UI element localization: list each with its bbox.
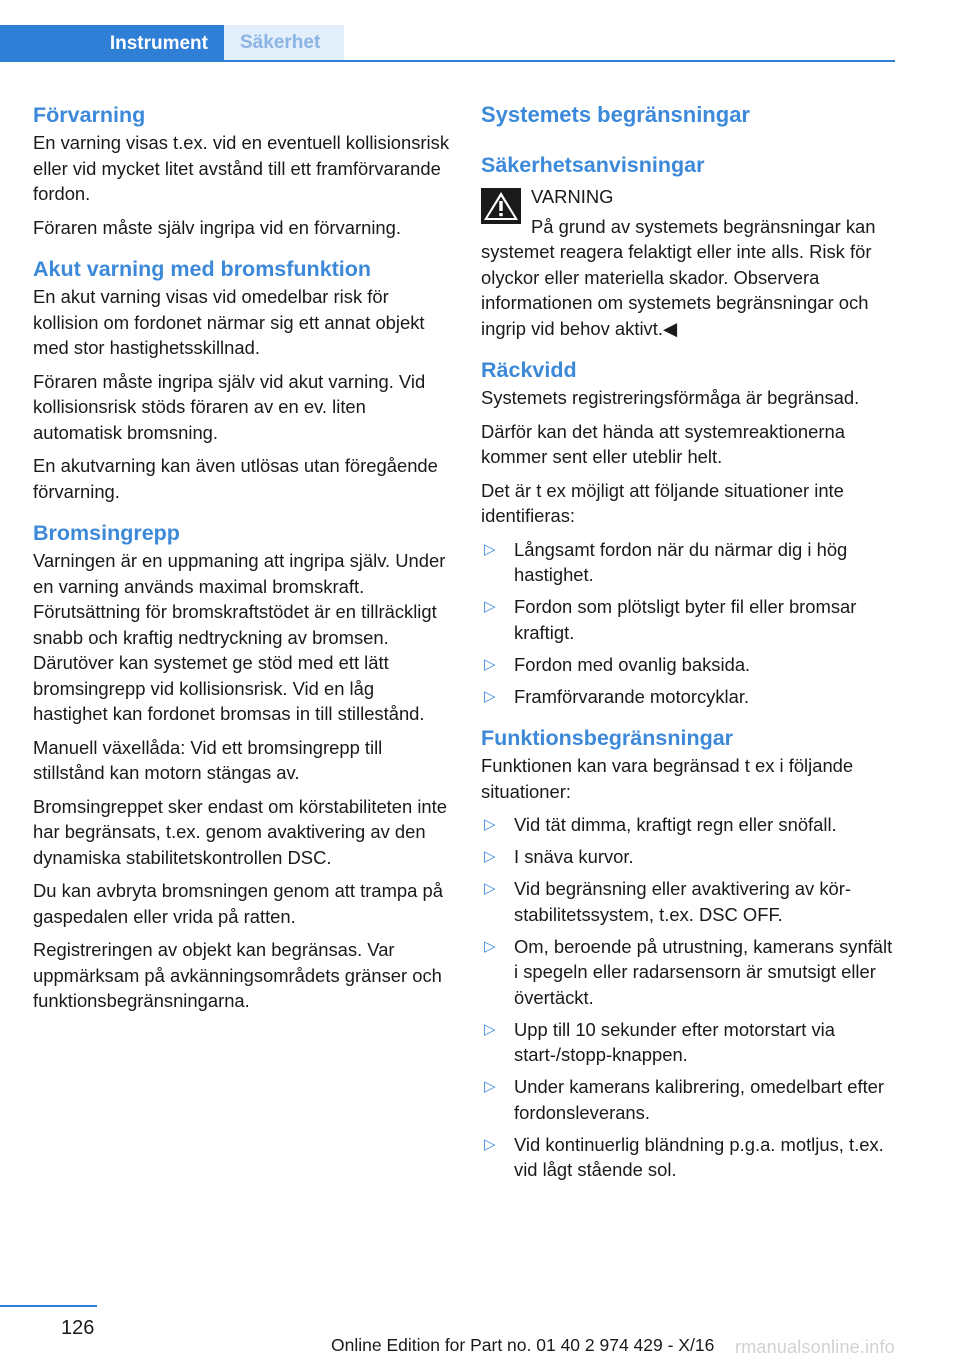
triangle-bullet-icon: ▷ <box>484 880 496 897</box>
paragraph: Det är t ex möjligt att följande situationer inte identifieras: <box>481 479 844 526</box>
paragraph: En akut varning visas vid omedelbar risk för kollision om fordonet närmar sig ett annat objekt med stor hastighetsskillnad. <box>33 286 425 358</box>
paragraph: Manuell växellåda: Vid ett bromsingrepp till stillstånd kan motorn stängas av. <box>33 736 383 783</box>
paragraph: Systemets registreringsförmåga är begränsad. <box>481 387 860 408</box>
list-item: ▷ Fordon med ovanlig baksida. <box>481 652 893 678</box>
paragraph: Du kan avbryta bromsningen genom att trampa på gaspedalen eller vrida på ratten. <box>33 880 443 927</box>
triangle-bullet-icon: ▷ <box>484 1135 496 1153</box>
heading-akut-varning: Akut varning med bromsfunktion <box>33 257 372 281</box>
triangle-bullet-icon: ▷ <box>484 1078 496 1095</box>
triangle-bullet-icon: ▷ <box>484 1020 496 1038</box>
warning-triangle-icon <box>481 188 521 224</box>
heading-rackvidd: Räckvidd <box>481 358 577 382</box>
section-rackvidd <box>481 355 893 709</box>
paragraph: Funktionen kan vara begränsad t ex i följande situationer: <box>481 755 854 802</box>
heading-forvarning: Förvarning <box>33 103 146 127</box>
paragraph: Föraren måste själv ingripa vid en förvarning. <box>33 216 401 238</box>
warning-text: På grund av systemets begränsningar kan systemet reagera felaktigt eller inte alls. Risk för olyckor eller materiella skador. Observera informationen om systemets begränsningar och ingrip vid behov aktivt.◀ <box>481 215 876 339</box>
list-item: ▷ Framförvarande motorcyklar. <box>481 684 893 710</box>
heading-bromsingrepp: Bromsingrepp <box>33 521 180 545</box>
left-column <box>33 100 453 1024</box>
list-item: ▷ Vid kontinuerlig bländning p.g.a. motljus, t.ex. vid lågt stående sol. <box>484 1133 884 1180</box>
tab-sakerhet[interactable]: Säkerhet <box>224 25 344 60</box>
section-akut-varning <box>33 254 453 504</box>
footer-rule <box>0 1305 97 1307</box>
list-item: ▷ Om, beroende på utrustning, kamerans synfält i spegeln eller radarsensorn är smutsigt eller övertäckt. <box>484 935 893 1008</box>
triangle-bullet-icon: ▷ <box>484 848 496 865</box>
list-item: ▷ Långsamt fordon när du närmar dig i hög hastighet. <box>484 538 848 585</box>
section-funktionsbegransningar <box>481 723 893 1183</box>
header-rule <box>0 60 895 62</box>
list-item: ▷ Under kamerans kalibrering, omedelbart efter fordonsleverans. <box>484 1076 885 1123</box>
paragraph: Bromsingreppet sker endast om körstabiliteten inte har begränsats, t.ex. genom avaktivering av den dynamiska stabilitetskontrollen DSC. <box>33 795 447 868</box>
triangle-bullet-icon: ▷ <box>484 816 496 833</box>
list-item: ▷ Fordon som plötsligt byter fil eller bromsar kraftigt. <box>484 596 857 643</box>
warning-box <box>481 184 893 341</box>
heading-sakerhetsanvisningar: Säkerhetsanvisningar <box>481 153 705 177</box>
funktion-list <box>481 812 893 1183</box>
edition-text: Online Edition for Part no. 01 40 2 974 429 - X/16 <box>331 1335 715 1355</box>
paragraph: Registreringen av objekt kan begränsas. Var uppmärksam på avkänningsområdets gränser och funktionsbegränsningarna. <box>33 939 442 1011</box>
list-item: ▷ Vid tät dimma, kraftigt regn eller snöfall. <box>481 812 893 838</box>
section-bromsingrepp <box>33 518 453 1014</box>
triangle-bullet-icon: ▷ <box>484 687 496 705</box>
triangle-bullet-icon: ▷ <box>484 540 496 558</box>
paragraph: En akutvarning kan även utlösas utan föregående förvarning. <box>33 455 438 502</box>
paragraph: Därför kan det hända att systemreaktionerna kommer sent eller uteblir helt. <box>481 420 845 467</box>
paragraph: En varning visas t.ex. vid en eventuell kollisionsrisk eller vid mycket litet avstånd till ett framförvarande fordon. <box>33 132 450 204</box>
section-forvarning <box>33 100 453 240</box>
list-item: ▷ Vid begränsning eller avaktivering av körstabilitetssystem, t.ex. DSC OFF. <box>484 878 852 925</box>
tab-instrument[interactable]: Instrument <box>0 25 224 62</box>
watermark: rmanualsonline.info <box>735 1337 895 1357</box>
rackvidd-list <box>481 537 893 710</box>
paragraph: Föraren måste ingripa själv vid akut varning. Vid kollisionsrisk stöds föraren av en ev. liten automatisk bromsning. <box>33 370 426 443</box>
list-item: ▷ I snäva kurvor. <box>481 844 893 870</box>
heading-funktionsbegransningar: Funktionsbegränsningar <box>481 726 734 750</box>
warning-label: VARNING <box>531 186 614 207</box>
triangle-bullet-icon: ▷ <box>484 937 496 955</box>
list-item: ▷ Upp till 10 sekunder efter motorstart via start-/stopp-knappen. <box>484 1018 835 1065</box>
heading-systemets-begransningar: Systemets begränsningar <box>481 102 750 127</box>
page-number: 126 <box>61 1317 95 1339</box>
triangle-bullet-icon: ▷ <box>484 655 496 673</box>
right-column <box>481 100 893 1193</box>
section-sakerhetsanvisningar <box>481 150 893 341</box>
section-tabs <box>0 25 895 62</box>
triangle-bullet-icon: ▷ <box>484 598 496 615</box>
paragraph: Varningen är en uppmaning att ingripa själv. Under en varning används maximal bromskraft. Förutsättning för bromskraftstödet är en tillräckligt snabb och kraftig nedtryckning av bromsen. Därutöver kan systemet ge stöd med ett lätt bromsingrepp vid kollisionsrisk. Vid en låg hastighet kan fordonet bromsas in till stillestånd. <box>33 550 446 724</box>
